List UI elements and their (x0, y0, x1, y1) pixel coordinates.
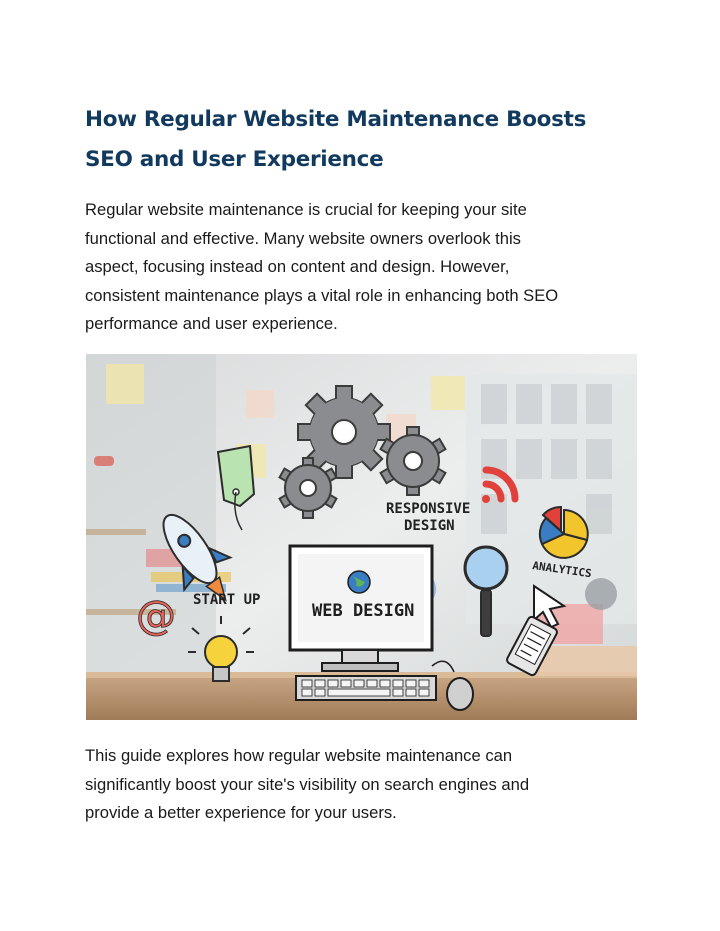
paragraph-line: aspect, focusing instead on content and design. However, (85, 257, 510, 276)
title-line: How Regular Website Maintenance Boosts (85, 107, 587, 132)
paragraph-line: This guide explores how regular website maintenance can (85, 746, 513, 765)
outro-paragraph (85, 742, 645, 828)
paragraph-line: significantly boost your site's visibility on search engines and (85, 774, 530, 794)
analytics-label: ANALYTICS (531, 559, 593, 581)
start-up-label: START UP (193, 592, 261, 608)
at-sign-icon: @ (136, 593, 176, 639)
title-line: SEO and User Experience (85, 147, 384, 172)
article-title (85, 100, 645, 180)
responsive-label: DESIGN (404, 518, 455, 534)
hero-illustration (86, 354, 637, 720)
paragraph-line: Regular website maintenance is crucial for keeping your site (85, 200, 527, 219)
paragraph-line: consistent maintenance plays a vital role in enhancing both SEO (85, 285, 559, 305)
web-design-label: WEB DESIGN (312, 601, 415, 621)
globe-icon (348, 571, 370, 593)
intro-paragraph (85, 196, 645, 339)
keyboard-icon (296, 676, 436, 700)
responsive-label: RESPONSIVE (386, 501, 471, 517)
paragraph-line: provide a better experience for your users. (85, 803, 397, 822)
paragraph-line: performance and user experience. (85, 314, 338, 333)
paragraph-line: functional and effective. Many website owners overlook this (85, 228, 521, 248)
